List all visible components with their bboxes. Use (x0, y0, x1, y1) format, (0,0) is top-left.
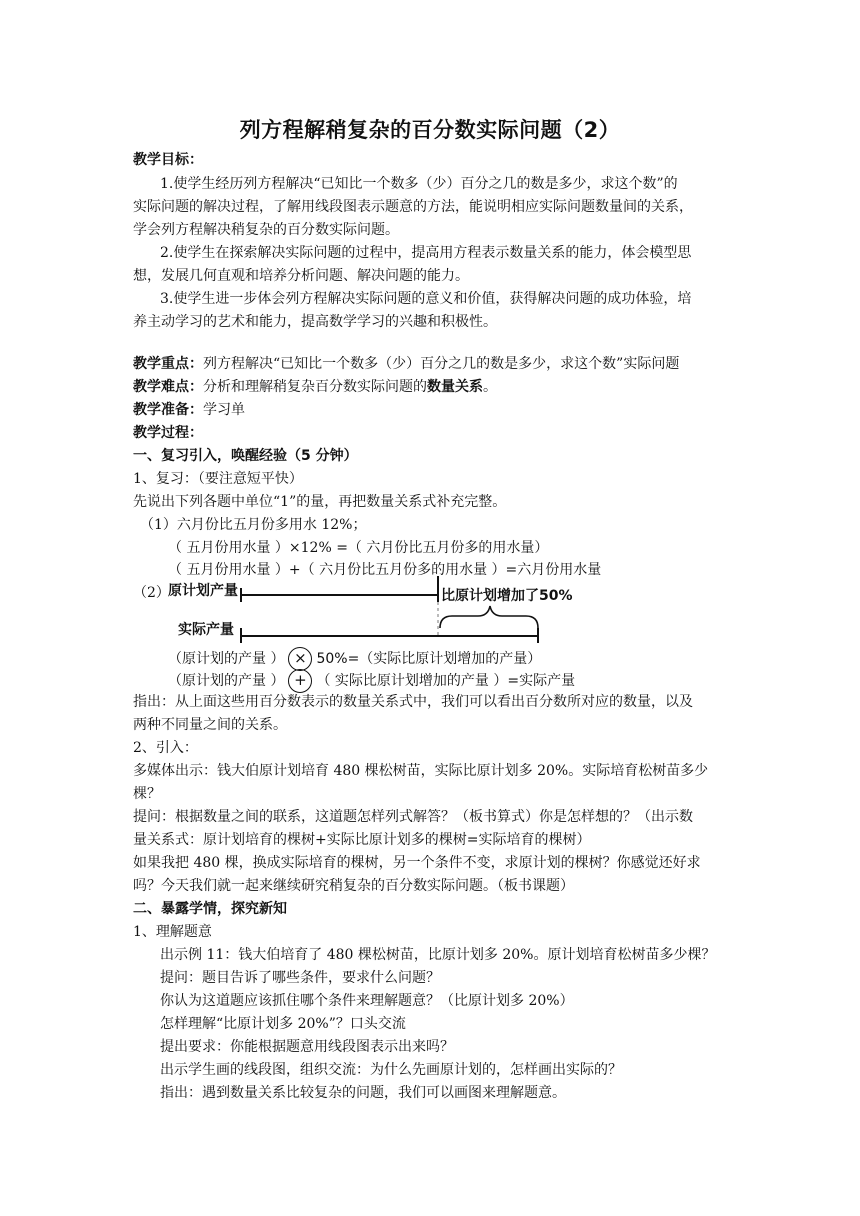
review-instruction: 先说出下列各题中单位“1”的量，再把数量关系式补充完整。 (133, 494, 507, 510)
difficulty-bold: 数量关系 (427, 379, 483, 395)
page-title: 列方程解稍复杂的百分数实际问题（2） (239, 118, 621, 142)
review-line: 1、复习：（要注意短平快） (133, 471, 303, 487)
example-line-4: 怎样理解“比原计划多 20%”？口头交流 (160, 1016, 406, 1032)
intro-heading: 2、引入： (133, 740, 198, 756)
goal-3-line-1: 3.使学生进一步体会列方程解决实际问题的意义和价值，获得解决问题的成功体验，培 (160, 291, 692, 307)
goal-2-line-1: 2.使学生在探索解决实际问题的过程中，提高用方程表示数量关系的能力，体会模型思 (160, 245, 692, 261)
question-1-equation-b: （ 五月份用水量 ）+（ 六月份比五月份多的用水量 ）=六月份用水量 (168, 562, 602, 578)
equation-a-right: 50%=（实际比原计划增加的产量） (316, 651, 542, 667)
increase-brace (440, 606, 538, 628)
point-line-2: 两种不同量之间的关系。 (133, 717, 287, 733)
equation-a-left: （原计划的产量 ） (168, 651, 285, 667)
media-line-2: 棵？ (133, 786, 161, 802)
key-point-text: 列方程解决“已知比一个数多（少）百分之几的数是多少，求这个数”实际问题 (203, 356, 680, 372)
prep-label: 教学准备： (133, 402, 203, 418)
example-line-1: 出示例 11：钱大伯培育了 480 棵松树苗，比原计划多 20%。原计划培育松树苗多少棵？ (160, 947, 716, 963)
if-line-2: 吗？今天我们就一起来继续研究稍复杂的百分数实际问题。（板书课题） (133, 878, 574, 894)
media-line-1: 多媒体出示：钱大伯原计划培育 480 棵松树苗，实际比原计划多 20%。实际培育松树苗多少 (133, 763, 709, 779)
process-heading: 教学过程： (133, 425, 203, 441)
key-point-label: 教学重点： (133, 356, 203, 372)
question-2-equation-b (168, 669, 575, 693)
question-1-equation-a: （ 五月份用水量 ）×12% =（ 六月份比五月份多的用水量） (168, 540, 549, 556)
plus-circle-icon: + (288, 669, 312, 693)
example-line-7: 指出：遇到数量关系比较复杂的问题，我们可以画图来理解题意。 (160, 1085, 566, 1101)
goal-1-line-1: 1.使学生经历列方程解决“已知比一个数多（少）百分之几的数是多少，求这个数”的 (160, 176, 678, 192)
prep-text: 学习单 (203, 402, 245, 418)
increase-label: 比原计划增加了50% (441, 588, 573, 604)
equation-b-right: （ 实际比原计划增加的产量 ）=实际产量 (316, 673, 576, 689)
difficulty-label: 教学难点： (133, 379, 203, 395)
point-line-1: 指出：从上面这些用百分数表示的数量关系式中，我们可以看出百分数所对应的数量，以及 (133, 694, 693, 710)
question-2-equation-a (168, 647, 541, 671)
if-line-1: 如果我把 480 棵，换成实际培育的棵树，另一个条件不变，求原计划的棵树？你感觉还好求 (133, 855, 701, 871)
difficulty-end: 。 (483, 379, 497, 395)
equation-b-left: （原计划的产量 ） (168, 673, 285, 689)
goal-3-line-2: 养主动学习的艺术和能力，提高数学学习的兴趣和积极性。 (133, 314, 497, 330)
plan-output-label: 原计划产量 (168, 583, 238, 599)
example-line-6: 出示学生画的线段图，组织交流：为什么先画原计划的，怎样画出实际的？ (160, 1062, 622, 1078)
goals-heading: 教学目标： (133, 152, 203, 168)
multiply-circle-icon: × (288, 647, 312, 671)
goal-1-line-2: 实际问题的解决过程，了解用线段图表示题意的方法，能说明相应实际问题数量间的关系， (133, 199, 693, 215)
actual-output-label: 实际产量 (178, 622, 234, 638)
ask-line-2: 量关系式：原计划培育的棵树+实际比原计划多的棵树=实际培育的棵树） (133, 832, 591, 848)
question-1: （1）六月份比五月份多用水 12%； (140, 517, 367, 533)
section-1-heading: 一、复习引入，唤醒经验（5 分钟） (133, 448, 358, 464)
example-line-5: 提出要求：你能根据题意用线段图表示出来吗？ (160, 1039, 454, 1055)
example-line-2: 提问：题目告诉了哪些条件，要求什么问题？ (160, 970, 440, 986)
goal-2-line-2: 想，发展几何直观和培养分析问题、解决问题的能力。 (133, 268, 469, 284)
question-2-label: （2） (133, 585, 170, 601)
example-line-3: 你认为这道题应该抓住哪个条件来理解题意？（比原计划多 20%） (160, 993, 574, 1009)
section-2-heading: 二、暴露学情，探究新知 (133, 901, 287, 917)
difficulty-text: 分析和理解稍复杂百分数实际问题的 (203, 379, 427, 395)
goal-1-line-3: 学会列方程解决稍复杂的百分数实际问题。 (133, 222, 399, 238)
ask-line-1: 提问：根据数量之间的联系，这道题怎样列式解答？（板书算式）你是怎样想的？（出示数 (133, 809, 693, 825)
understand-heading: 1、理解题意 (133, 924, 212, 940)
